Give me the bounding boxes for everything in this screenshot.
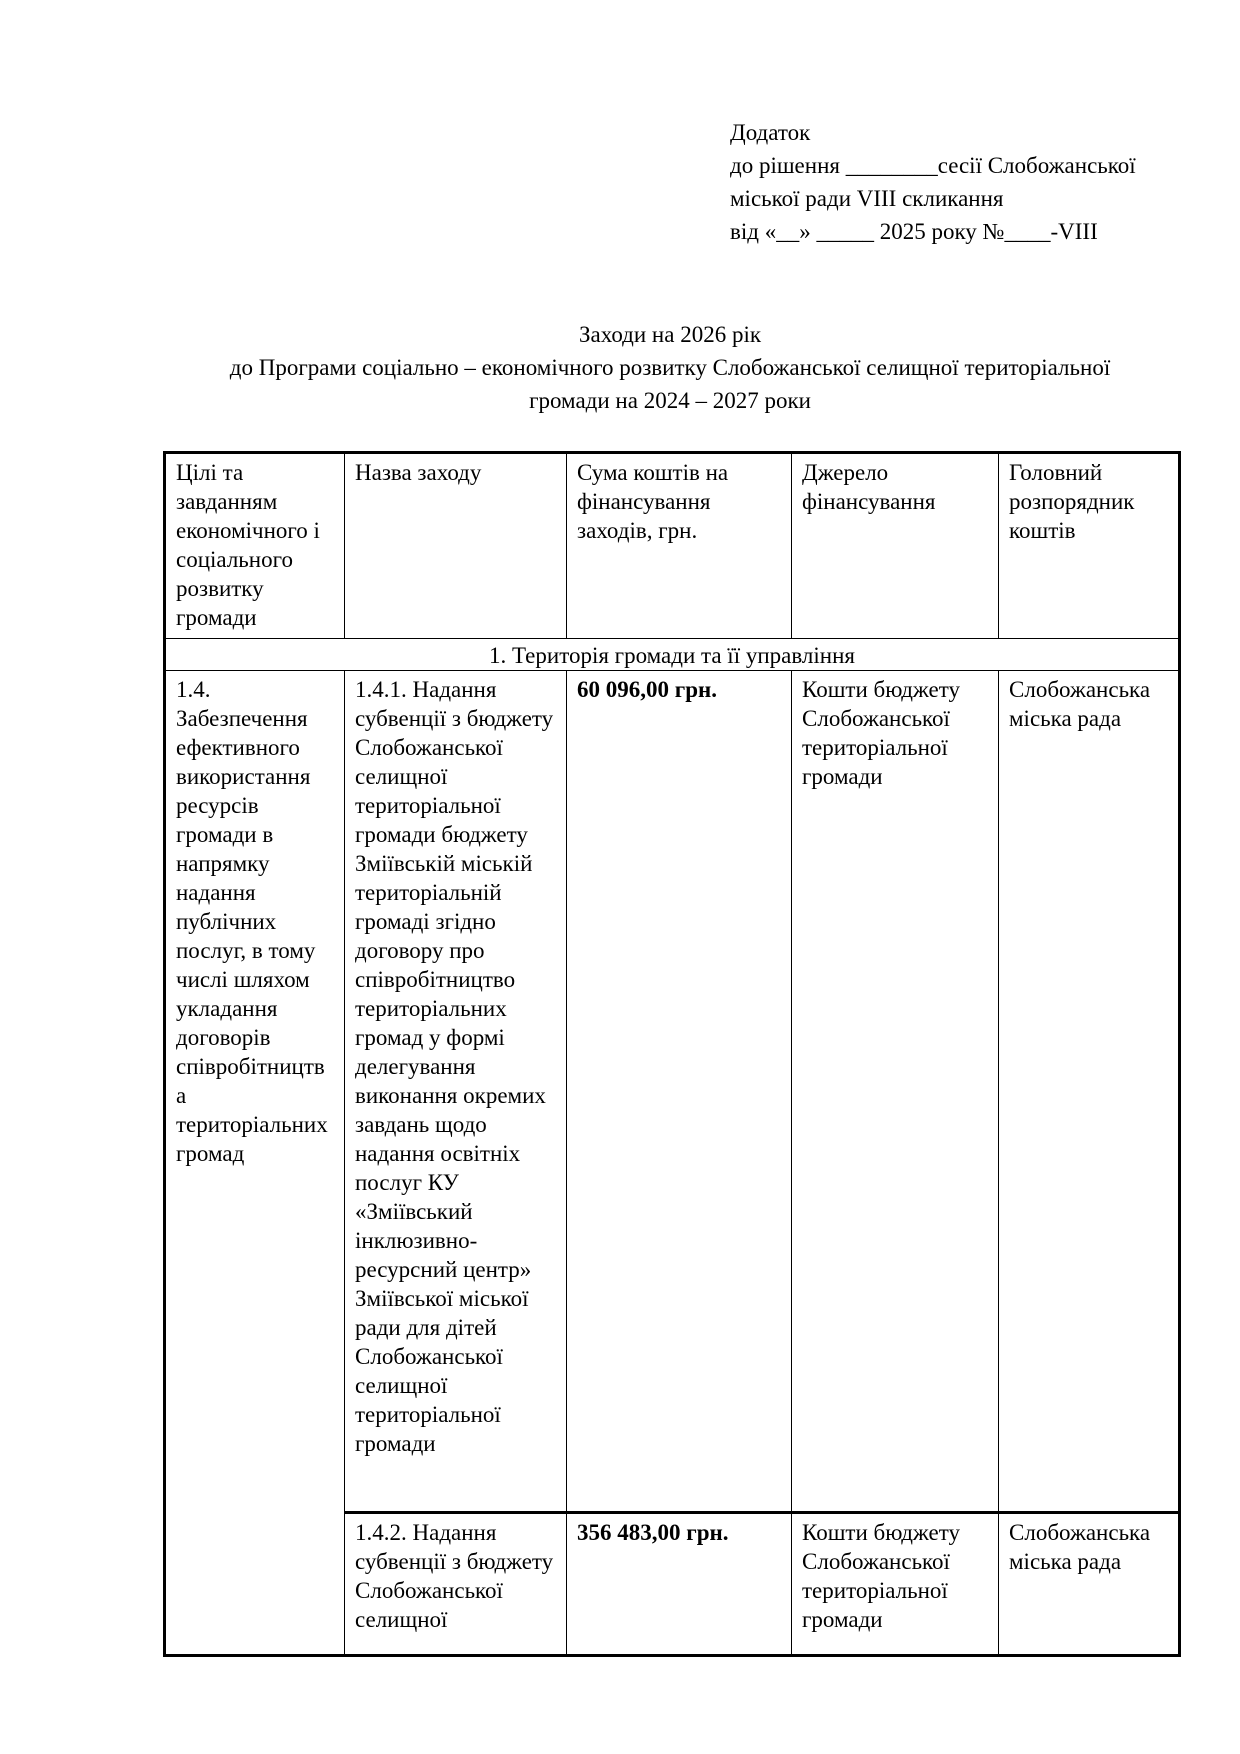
header-cell: Сума коштів на фінансування заходів, грн. xyxy=(567,453,792,639)
addendum-header xyxy=(730,118,1136,250)
addendum-line: до рішення ________сесії Слобожанської xyxy=(730,153,1136,178)
amount-cell: 60 096,00 грн. xyxy=(567,671,792,1513)
table-header-row xyxy=(165,453,1180,639)
header-cell: Джерело фінансування xyxy=(792,453,999,639)
amount-cell: 356 483,00 грн. xyxy=(567,1513,792,1656)
section-title: 1. Територія громади та її управління xyxy=(165,639,1180,671)
manager-cell: Слобожанська міська рада xyxy=(999,671,1180,1513)
section-row xyxy=(165,639,1180,671)
header-cell: Цілі та завданням економічного і соціального розвитку громади xyxy=(165,453,345,639)
addendum-line: Додаток xyxy=(730,120,811,145)
table-row xyxy=(165,671,1180,1513)
header-cell: Головний розпорядник коштів xyxy=(999,453,1180,639)
document-title xyxy=(163,320,1177,419)
title-line: до Програми соціально – економічного розвитку Слобожанської селищної територіальної xyxy=(229,355,1111,380)
title-line: Заходи на 2026 рік xyxy=(578,322,762,347)
goal-cell: 1.4. Забезпечення ефективного використання ресурсів громади в напрямку надання публічних послуг, в тому числі шляхом укладання договорів співробітництва територіальних громад xyxy=(165,671,345,1656)
source-cell: Кошти бюджету Слобожанської територіальної громади xyxy=(792,1513,999,1656)
header-cell: Назва заходу xyxy=(345,453,567,639)
manager-cell: Слобожанська міська рада xyxy=(999,1513,1180,1656)
addendum-line: від «__» _____ 2025 року №____-VIII xyxy=(730,219,1098,244)
measure-cell: 1.4.1. Надання субвенції з бюджету Слобожанської селищної територіальної громади бюджету Зміївській міській територіальній громаді згідно договору про співробітництво територіальних громад у формі делегування виконання окремих завдань щодо надання освітніх послуг КУ «Зміївський інклюзивно-ресурсний центр» Зміївської міської ради для дітей Слобожанської селищної територіальної громади xyxy=(345,671,567,1513)
addendum-line: міської ради VIII скликання xyxy=(730,186,1004,211)
source-cell: Кошти бюджету Слобожанської територіальної громади xyxy=(792,671,999,1513)
measures-table xyxy=(163,451,1181,1657)
title-line: громади на 2024 – 2027 роки xyxy=(529,388,811,413)
measure-cell: 1.4.2. Надання субвенції з бюджету Слобожанської селищної xyxy=(345,1513,567,1656)
